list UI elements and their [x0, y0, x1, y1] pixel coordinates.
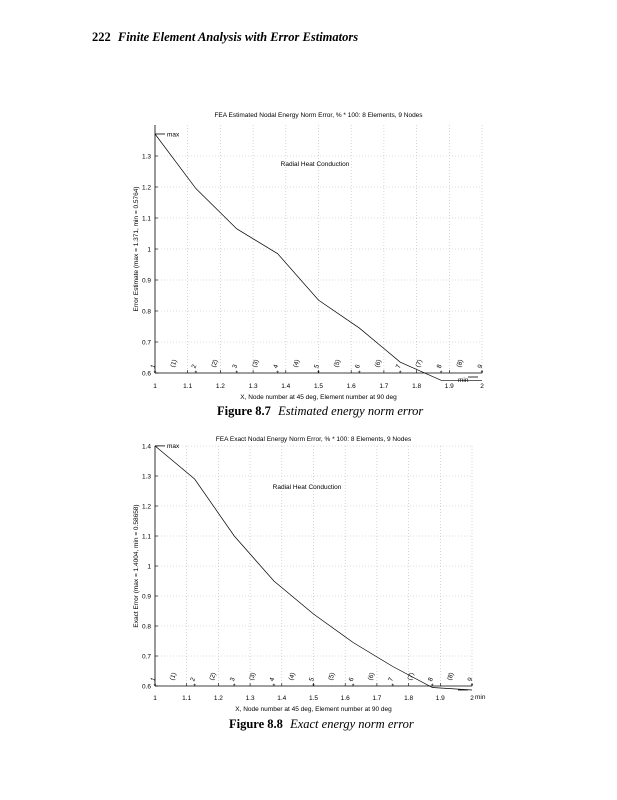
- y-tick-label: 1.4: [141, 443, 151, 451]
- element-label: (7): [414, 358, 424, 369]
- y-tick-label: 0.7: [141, 339, 151, 347]
- node-label: 1: [149, 676, 158, 683]
- node-marker: *: [272, 683, 276, 691]
- chart-annotation: Radial Heat Conduction: [280, 161, 350, 168]
- node-label: 5: [308, 676, 316, 683]
- chart-title: FEA Estimated Nodal Energy Norm Error, % * 100: 8 Elements, 9 Nodes: [214, 112, 423, 119]
- figure-8-7-caption: [217, 404, 423, 419]
- y-tick-label: 1: [147, 563, 151, 571]
- figure-8-7-chart: [0, 105, 617, 405]
- element-label: (4): [292, 358, 302, 369]
- caption-text: Estimated energy norm error: [278, 404, 424, 418]
- running-title: Finite Element Analysis with Error Estimators: [117, 30, 359, 44]
- caption-label: Figure 8.8: [229, 717, 283, 731]
- node-label: 6: [354, 363, 362, 370]
- node-label: 8: [427, 676, 435, 683]
- caption-label: Figure 8.7: [217, 404, 271, 418]
- node-label: 7: [387, 676, 396, 683]
- x-tick-label: 1.6: [346, 383, 356, 390]
- x-tick-label: 1.1: [183, 383, 193, 390]
- x-tick-label: 2: [470, 695, 474, 702]
- node-marker: *: [193, 683, 196, 691]
- node-label: 3: [231, 363, 240, 370]
- page-header: [92, 30, 358, 45]
- x-tick-label: 1.8: [404, 695, 414, 702]
- x-tick-label: 1.5: [308, 695, 319, 702]
- x-tick-label: 1.2: [213, 695, 223, 702]
- x-tick-label: 1: [153, 695, 157, 702]
- y-tick-label: 0.8: [141, 308, 151, 316]
- element-label: (2): [210, 358, 220, 369]
- node-label: 9: [466, 676, 475, 683]
- node-marker: *: [312, 683, 315, 691]
- node-label: 2: [189, 676, 198, 683]
- element-label: (8): [455, 358, 465, 369]
- y-tick-label: 0.9: [141, 277, 151, 285]
- y-tick-label: 1.1: [141, 215, 151, 223]
- figure-8-8-caption: [229, 717, 414, 732]
- x-tick-label: 1.1: [182, 695, 192, 702]
- element-label: (3): [251, 358, 261, 369]
- y-tick-label: 1.3: [141, 153, 151, 161]
- node-marker: *: [391, 683, 395, 691]
- min-label: min: [475, 694, 486, 701]
- node-marker: *: [439, 370, 443, 378]
- y-tick-label: 0.7: [141, 653, 151, 661]
- node-marker: *: [276, 370, 279, 378]
- chart-title: FEA Exact Nodal Energy Norm Error, % * 100: 8 Elements, 9 Nodes: [215, 436, 412, 443]
- node-marker: *: [398, 370, 402, 378]
- element-label: (5): [327, 671, 337, 682]
- node-marker: *: [480, 370, 484, 378]
- node-marker: *: [235, 370, 239, 378]
- x-tick-label: 1: [153, 383, 157, 390]
- node-marker: *: [194, 370, 198, 378]
- node-label: 3: [228, 676, 237, 683]
- x-axis-label: X, Node number at 45 deg, Element number at 90 deg: [240, 394, 397, 401]
- element-label: (1): [168, 671, 179, 682]
- caption-text: Exact energy norm error: [290, 717, 414, 731]
- node-label: 7: [394, 363, 403, 370]
- y-tick-label: 1.3: [141, 473, 151, 481]
- node-label: 5: [313, 363, 321, 370]
- y-tick-label: 1: [147, 246, 151, 254]
- node-label: 8: [435, 363, 444, 370]
- y-tick-label: 1.2: [141, 184, 151, 192]
- node-label: 4: [272, 363, 281, 370]
- x-tick-label: 1.2: [215, 383, 225, 390]
- x-tick-label: 1.4: [281, 383, 291, 390]
- node-marker: *: [358, 370, 361, 378]
- y-axis-label: Exact Error (max = 1.4004, min = 0.58658): [133, 504, 140, 628]
- element-label: (1): [169, 358, 179, 369]
- figure-8-8-chart: [0, 425, 617, 715]
- node-label: 4: [268, 676, 277, 683]
- x-axis-label: X, Node number at 45 deg, Element number at 90 deg: [235, 706, 392, 713]
- node-marker: *: [470, 683, 474, 691]
- node-label: 1: [149, 363, 158, 370]
- node-marker: *: [317, 370, 320, 378]
- node-marker: *: [351, 683, 355, 691]
- x-tick-label: 2: [480, 383, 484, 390]
- chart-annotation: Radial Heat Conduction: [272, 484, 342, 491]
- node-marker: *: [153, 370, 157, 378]
- max-label: max: [167, 131, 180, 139]
- node-marker: *: [431, 683, 434, 691]
- y-axis-label: Error Estimate (max = 1.371, min = 0.5764): [133, 186, 140, 312]
- element-label: (2): [208, 671, 218, 682]
- y-tick-label: 0.9: [141, 593, 151, 601]
- page-number: 222: [92, 30, 111, 44]
- node-marker: *: [232, 683, 236, 691]
- element-label: (5): [332, 358, 343, 369]
- node-marker: *: [153, 683, 157, 691]
- y-tick-label: 0.6: [141, 370, 151, 378]
- element-label: (3): [248, 671, 258, 682]
- element-label: (6): [373, 358, 384, 369]
- x-tick-label: 1.6: [340, 695, 350, 702]
- element-label: (7): [406, 671, 416, 682]
- y-tick-label: 1.1: [141, 533, 151, 541]
- x-tick-label: 1.9: [435, 695, 445, 702]
- x-tick-label: 1.3: [248, 383, 258, 390]
- x-tick-label: 1.7: [379, 383, 389, 390]
- max-label: max: [167, 443, 180, 451]
- node-label: 2: [190, 363, 199, 370]
- x-tick-label: 1.8: [412, 383, 422, 390]
- node-label: 6: [347, 676, 356, 683]
- x-tick-label: 1.9: [444, 383, 454, 390]
- y-tick-label: 0.6: [141, 683, 151, 691]
- y-tick-label: 1.2: [141, 503, 151, 511]
- node-label: 9: [476, 363, 485, 370]
- element-label: (8): [446, 671, 456, 682]
- element-label: (4): [287, 671, 297, 682]
- x-tick-label: 1.4: [277, 695, 287, 702]
- x-tick-label: 1.5: [313, 383, 324, 390]
- element-label: (6): [366, 671, 377, 682]
- y-tick-label: 0.8: [141, 623, 151, 631]
- x-tick-label: 1.3: [245, 695, 255, 702]
- min-label: min: [458, 377, 469, 384]
- x-tick-label: 1.7: [372, 695, 382, 702]
